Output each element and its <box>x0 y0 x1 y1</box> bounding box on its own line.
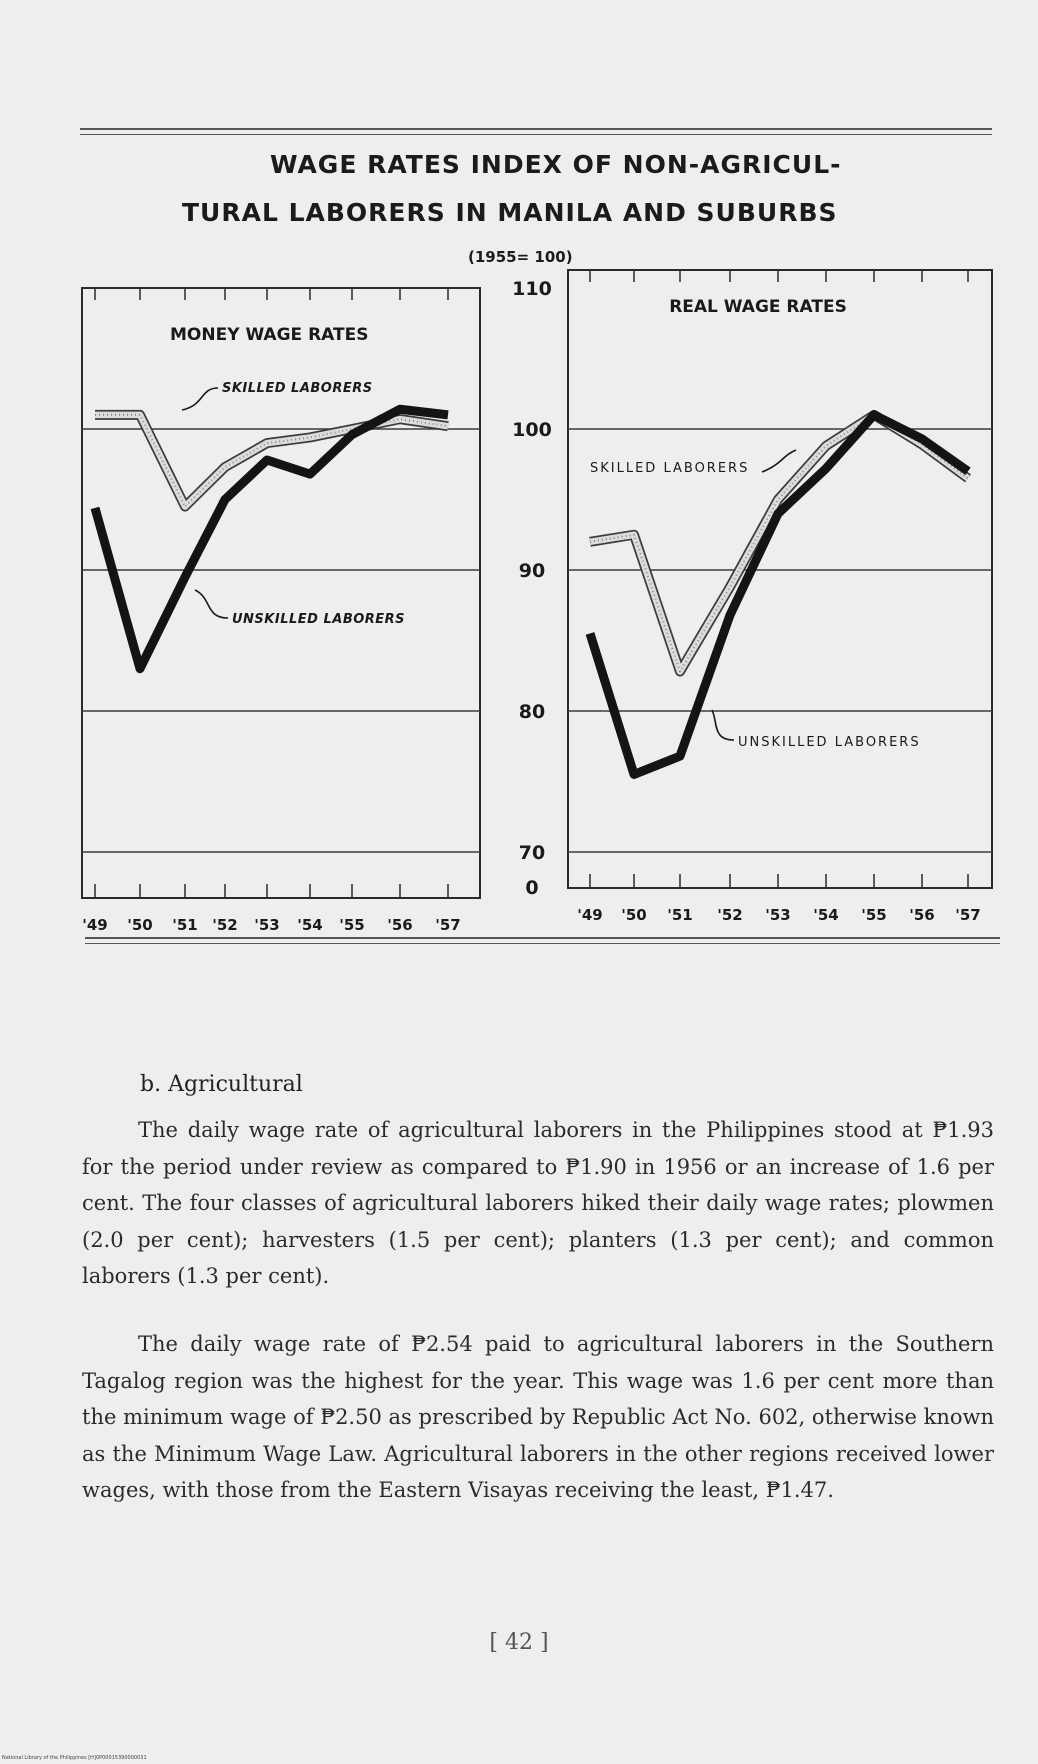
chart-frame <box>568 270 992 888</box>
paragraph-2: The daily wage rate of ₱2.54 paid to agricultural laborers in the Southern Tagalog region was the highest for the year. This wage was 1.6 per cent more than the minimum wage of ₱2.50 as prescribed by Republic Act No. 602, otherwise known as the Minimum Wage Law. Agricultural laborers in the other regions received lower wages, with those from the Eastern Visayas receiving the least, ₱1.47. <box>82 1332 994 1502</box>
x-tick-label: '54 <box>297 916 323 934</box>
bottom-rule-1 <box>85 937 1000 939</box>
x-tick-label: '55 <box>339 916 365 934</box>
bottom-rule-2 <box>85 943 1000 944</box>
x-tick-label: '51 <box>667 906 693 924</box>
paragraph-1: The daily wage rate of agricultural laborers in the Philippines stood at ₱1.93 for the period under review as compared to ₱1.90 in 1956 or an increase of 1.6 per cent. The four classes of agricultural laborers hiked their daily wage rates; plowmen (2.0 per cent); harvesters (1.5 per cent); planters (1.3 per cent); and common laborers (1.3 per cent). <box>82 1118 994 1288</box>
library-footer-mark: National Library of the Philippines [H]0P00015390000031 <box>2 1755 147 1761</box>
series-line-skilled-fill <box>590 415 968 672</box>
series-line-skilled-outline <box>590 415 968 672</box>
series-label-leader <box>762 450 796 472</box>
figure-title-line-2: TURAL LABORERS IN MANILA AND SUBURBS <box>182 198 838 227</box>
section-heading: b. Agricultural <box>140 1072 303 1097</box>
y-tick-label: 70 <box>518 842 546 864</box>
series-label-leader <box>712 710 734 740</box>
panel-title: REAL WAGE RATES <box>669 297 847 317</box>
series-label: UNSKILLED LABORERS <box>232 612 406 627</box>
y-tick-label: 80 <box>518 701 546 723</box>
x-tick-label: '50 <box>621 906 647 924</box>
wage-index-charts <box>0 260 1038 980</box>
y-tick-label: 100 <box>512 419 552 441</box>
series-line-skilled-dots <box>590 415 968 672</box>
figure-base-note: (1955= 100) <box>468 248 573 266</box>
x-tick-label: '54 <box>813 906 839 924</box>
panel-title: MONEY WAGE RATES <box>170 325 369 345</box>
x-tick-label: '55 <box>861 906 887 924</box>
x-tick-label: '53 <box>254 916 280 934</box>
x-tick-label: '50 <box>127 916 153 934</box>
series-label-leader <box>182 388 218 410</box>
x-tick-label: '57 <box>435 916 461 934</box>
x-tick-label: '56 <box>909 906 935 924</box>
page-number: [ 42 ] <box>489 1630 549 1655</box>
figure-title-line-1: WAGE RATES INDEX OF NON-AGRICUL- <box>270 150 842 179</box>
top-rule-1 <box>80 128 992 130</box>
x-tick-label: '49 <box>577 906 603 924</box>
x-tick-label: '52 <box>717 906 743 924</box>
x-tick-label: '56 <box>387 916 413 934</box>
series-label: SKILLED LABORERS <box>590 461 750 476</box>
x-tick-label: '51 <box>172 916 198 934</box>
series-label: SKILLED LABORERS <box>222 381 373 396</box>
x-tick-label: '52 <box>212 916 238 934</box>
top-rule-2 <box>80 134 992 135</box>
chart-frame <box>82 288 480 898</box>
y-tick-label: 0 <box>525 877 539 899</box>
x-tick-label: '49 <box>82 916 108 934</box>
x-tick-label: '53 <box>765 906 791 924</box>
y-tick-label: 90 <box>518 560 546 582</box>
chart-panel-2 <box>568 270 992 924</box>
series-line-unskilled <box>95 409 448 668</box>
series-label-leader <box>195 590 228 618</box>
x-tick-label: '57 <box>955 906 981 924</box>
y-tick-label: 110 <box>512 278 552 300</box>
series-label: UNSKILLED LABORERS <box>738 735 921 750</box>
